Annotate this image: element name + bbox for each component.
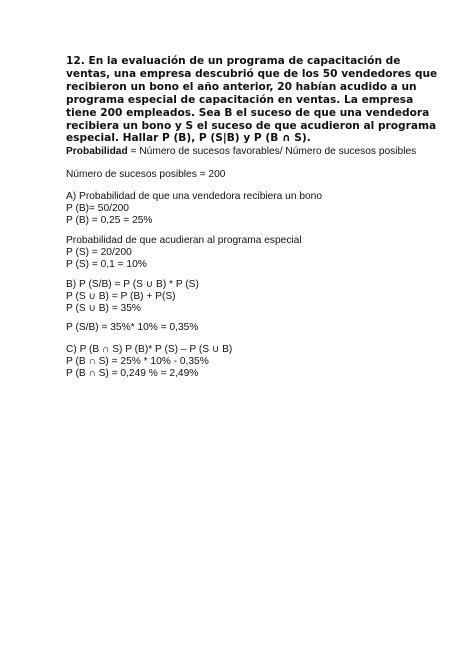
definition-term: Probabilidad xyxy=(66,146,128,157)
part-c-line: P (B ∩ S) = 25% * 10% - 0,35% xyxy=(66,355,209,367)
problem-line: programa especial de capacitación en ventas. La empresa xyxy=(66,93,414,106)
part-a-section xyxy=(66,191,426,227)
possible-outcomes xyxy=(66,169,426,181)
problem-line: especial. Hallar P (B), P (S|B) y P (B ∩ S). xyxy=(66,132,311,145)
definition-text: = Número de sucesos favorables/ Número de sucesos posibles xyxy=(127,146,417,157)
problem-line: 12. En la evaluación de un programa de capacitación de xyxy=(66,55,401,67)
problem-statement xyxy=(66,55,438,145)
probability-s-line: Probabilidad de que acudieran al programa especial xyxy=(66,235,302,246)
part-c-section xyxy=(66,344,426,380)
part-b-result-section xyxy=(66,322,426,334)
part-a-line: P (B) = 0,25 = 25% xyxy=(66,214,153,226)
part-c-line: C) P (B ∩ S) P (B)* P (S) – P (S ∪ B) xyxy=(66,344,233,355)
part-b-result-line: P (S/B) = 35%* 10% = 0,35% xyxy=(66,322,199,333)
part-c-line: P (B ∩ S) = 0,249 % = 2,49% xyxy=(66,367,199,379)
part-b-line: P (S ∪ B) = 35% xyxy=(66,302,141,314)
possible-outcomes-line: Número de sucesos posibles = 200 xyxy=(66,169,226,180)
probability-s-line: P (S) = 0,1 = 10% xyxy=(66,258,147,270)
part-a-line: P (B)= 50/200 xyxy=(66,202,129,214)
part-b-line: B) P (S/B) = P (S ∪ B) * P (S) xyxy=(66,279,199,290)
problem-line: ventas, una empresa descubrió que de los 50 vendedores que xyxy=(66,67,438,80)
part-a-line: A) Probabilidad de que una vendedora recibiera un bono xyxy=(66,191,323,202)
probability-s-section xyxy=(66,235,426,271)
probability-s-line: P (S) = 20/200 xyxy=(66,246,132,258)
part-b-section xyxy=(66,279,426,315)
problem-line: recibieron un bono el año anterior, 20 habían acudido a un xyxy=(66,80,417,93)
problem-line: tiene 200 empleados. Sea B el suceso de que una vendedora xyxy=(66,106,430,119)
part-b-line: P (S ∪ B) = P (B) + P(S) xyxy=(66,290,176,302)
problem-line: recibiera un bono y S el suceso de que acudieron al programa xyxy=(66,119,437,132)
definition-line xyxy=(66,146,426,158)
probability-definition xyxy=(66,146,426,158)
